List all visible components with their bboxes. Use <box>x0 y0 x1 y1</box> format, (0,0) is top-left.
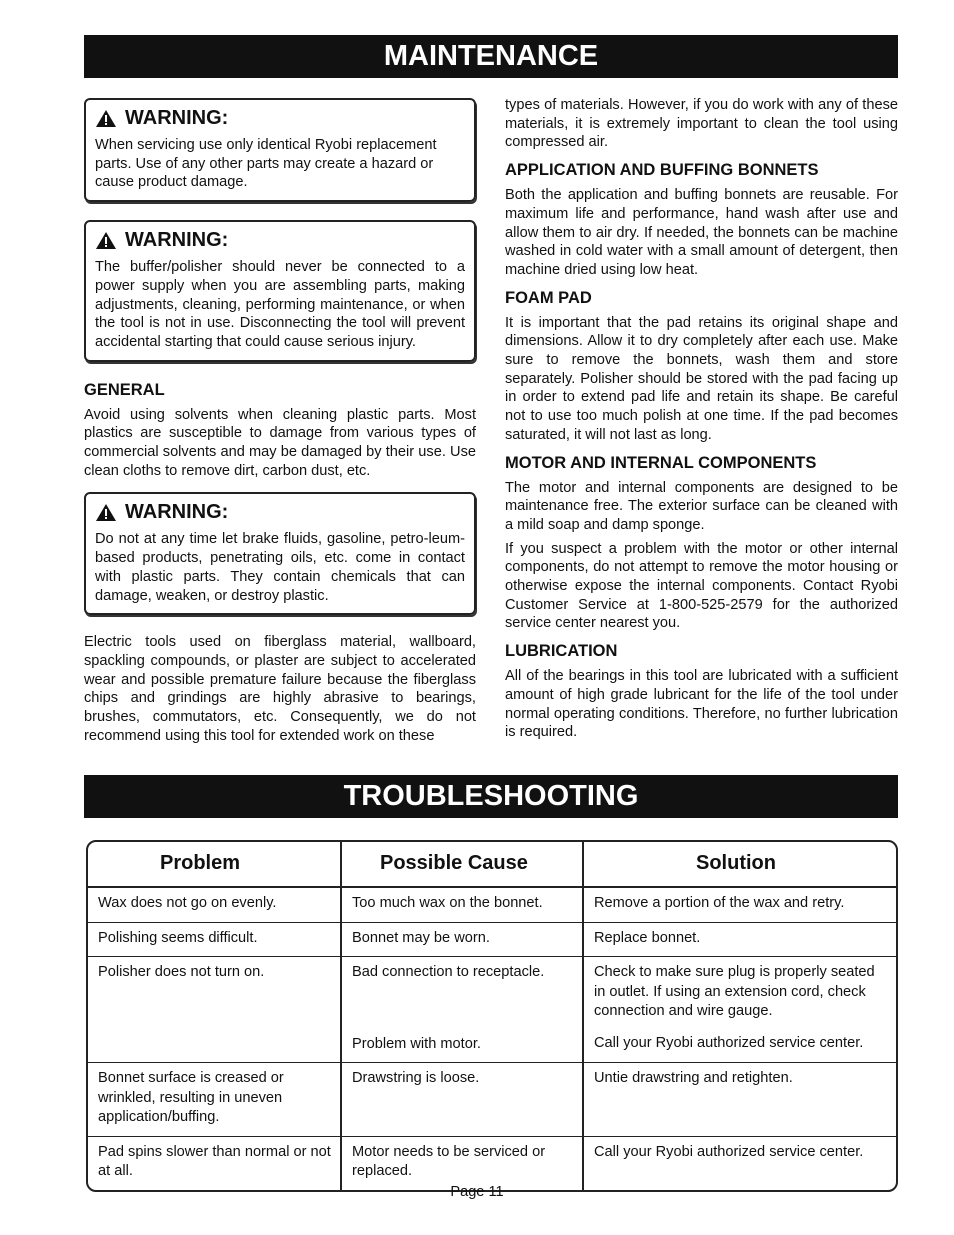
solution-line: Call your Ryobi authorized service center. <box>594 1034 864 1051</box>
page-number: Page 11 <box>450 1184 504 1200</box>
cause-cell: Bonnet may be worn. <box>340 922 582 957</box>
cause-cell <box>340 956 582 1062</box>
warning-text: The buffer/polisher should never be connected to a power supply when you are assembling parts, making adjustments, cleaning, performing maintenance, or when the tool is not in use. Disconnecting the tool will prevent accidental starting that could cause serious injury. <box>95 259 465 350</box>
warning-text: Do not at any time let brake fluids, gasoline, petro-leum-based products, penetrating oils, etc. come in contact with plastic parts. They contain chemicals that can damage, weaken, or destroy plastic. <box>95 531 465 604</box>
cause-line: Bad connection to receptacle. <box>352 964 545 980</box>
solution-cell: Untie drawstring and retighten. <box>582 1062 896 1136</box>
problem-cell: Polishing seems difficult. <box>88 922 340 957</box>
problem-cell: Polisher does not turn on. <box>88 956 340 1062</box>
table-row <box>88 922 896 957</box>
warning-box-chemicals <box>84 492 476 615</box>
bonnets-text: Both the application and buffing bonnets are reusable. For maximum life and performance, hand wash after use and allow them to air dry. If needed, the bonnets can be machine washed in cold water with a small amount of detergent, then machine dried using low heat. <box>505 187 898 278</box>
maintenance-title: MAINTENANCE <box>84 35 898 78</box>
left-column <box>84 98 476 750</box>
warning-label: WARNING: <box>125 501 229 524</box>
general-text: Avoid using solvents when cleaning plastic parts. Most plastics are susceptible to damage from various types of commercial solvents and may be damaged by their use. Use clean cloths to remove dirt, carbon dust, etc. <box>84 406 476 479</box>
table-row <box>88 956 896 1062</box>
warning-label: WARNING: <box>125 107 229 129</box>
warning-text: When servicing use only identical Ryobi replacement parts. Use of any other parts may create a hazard or cause product damage. <box>95 137 437 191</box>
electric-tools-text-right: types of materials. However, if you do work with any of these materials, it is extremely important to clean the tool using compressed air. <box>505 97 898 151</box>
table-row <box>88 1136 896 1190</box>
bonnets-heading: APPLICATION AND BUFFING BONNETS <box>505 161 819 180</box>
table-row <box>88 888 896 922</box>
cause-line: Problem with motor. <box>352 1035 481 1052</box>
general-heading: GENERAL <box>84 380 165 399</box>
warning-box-replacement-parts <box>84 98 476 202</box>
cause-header: Possible Cause <box>340 842 582 888</box>
lubrication-text: All of the bearings in this tool are lubricated with a sufficient amount of high grade lubricant for the life of the tool under normal operating conditions. Therefore, no further lubrication is required. <box>505 668 898 741</box>
electric-tools-text-left: Electric tools used on fiberglass material, wallboard, spackling compounds, or plaster are subject to accelerated wear and possible premature failure because the fiberglass chips and grindings are highly abrasive to bearings, brushes, commutators, etc. Consequently, we do not recommend using this tool for extended work on these <box>84 634 476 744</box>
troubleshooting-table <box>86 840 898 1192</box>
lubrication-heading: LUBRICATION <box>505 642 618 661</box>
warning-box-power-supply <box>84 220 476 362</box>
cause-cell: Too much wax on the bonnet. <box>340 888 582 922</box>
warning-triangle-icon <box>95 503 117 522</box>
cause-cell: Motor needs to be serviced or replaced. <box>340 1136 582 1190</box>
problem-cell: Bonnet surface is creased or wrinkled, resulting in uneven application/buffing. <box>88 1062 340 1136</box>
solution-cell: Replace bonnet. <box>582 922 896 957</box>
problem-cell: Pad spins slower than normal or not at all. <box>88 1136 340 1190</box>
foam-pad-heading: FOAM PAD <box>505 288 592 307</box>
cause-cell: Drawstring is loose. <box>340 1062 582 1136</box>
warning-triangle-icon <box>95 109 117 128</box>
solution-header: Solution <box>582 842 896 888</box>
solution-cell: Call your Ryobi authorized service center. <box>582 1136 896 1190</box>
solution-line: Check to make sure plug is properly seated in outlet. If using an extension cord, check connection and wire gauge. <box>594 964 875 1019</box>
solution-cell: Remove a portion of the wax and retry. <box>582 888 896 922</box>
motor-text-2: If you suspect a problem with the motor or other internal components, do not attempt to remove the motor housing or otherwise expose the internal components. Contact Ryobi Customer Service at 1-800-525-2579 for the authorized service center nearest you. <box>505 540 898 632</box>
motor-heading: MOTOR AND INTERNAL COMPONENTS <box>505 453 817 472</box>
table-row <box>88 1062 896 1136</box>
problem-header: Problem <box>88 842 340 888</box>
warning-triangle-icon <box>95 231 117 250</box>
right-column <box>505 96 898 747</box>
troubleshooting-title: TROUBLESHOOTING <box>84 775 898 818</box>
problem-cell: Wax does not go on evenly. <box>98 895 277 911</box>
solution-cell <box>582 956 896 1062</box>
motor-text-1: The motor and internal components are designed to be maintenance free. The exterior surface can be cleaned with a mild soap and damp sponge. <box>505 479 898 533</box>
foam-pad-text: It is important that the pad retains its original shape and dimensions. Allow it to dry completely after each use. Make sure to remove the bonnets, wash them and store separately. Polisher should be stored with the pad facing up in order to extend pad life and retain its shape. Be careful not to use too much polish at one time. If the pad becomes saturated, it will not last as long. <box>505 314 898 443</box>
warning-label: WARNING: <box>125 229 229 252</box>
